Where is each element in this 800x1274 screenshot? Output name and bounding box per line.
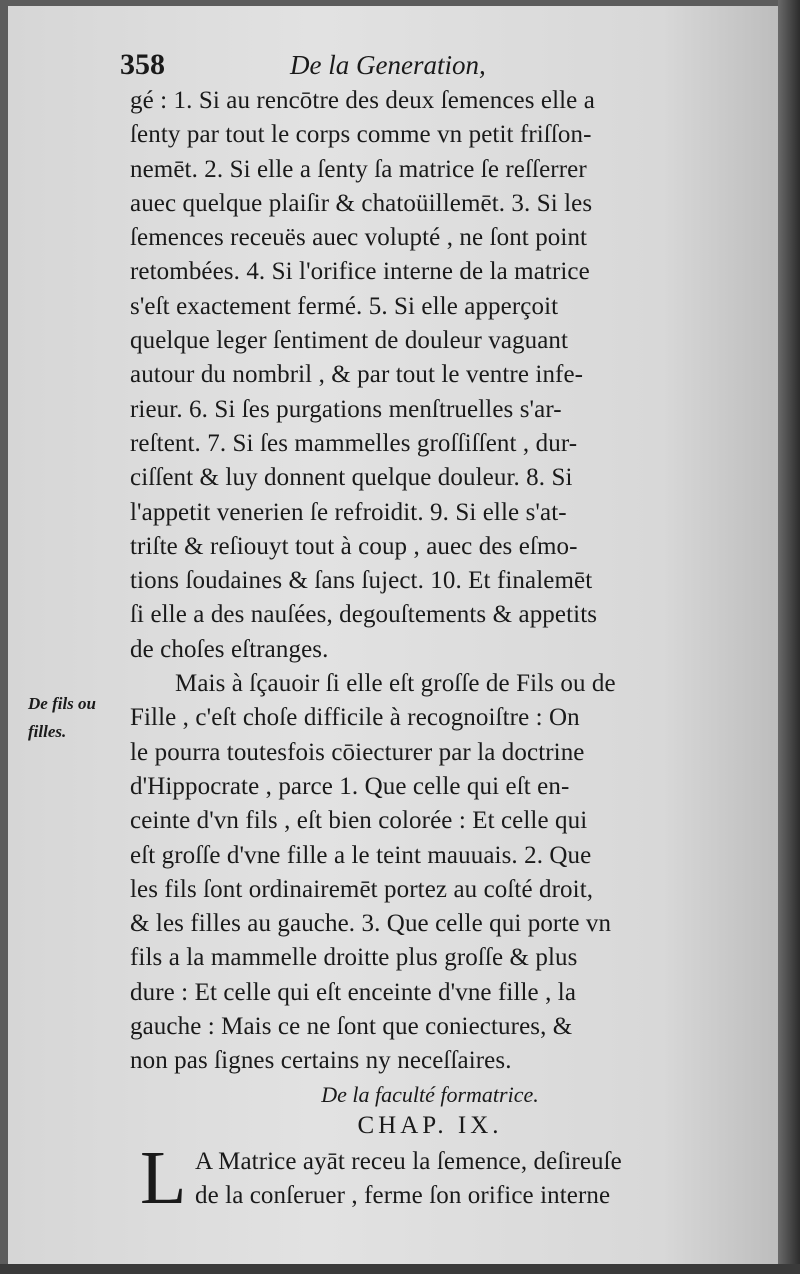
text-line: de choſes eſtranges. (130, 635, 329, 663)
text-line: A Matrice ayāt receu la ſemence, deſireuſe (195, 1148, 622, 1175)
section-subtitle: De la faculté formatrice. (321, 1082, 539, 1107)
text-line: ſemences receuës auec volupté , ne ſont point (130, 224, 588, 252)
page-number: 358 (120, 48, 165, 81)
text-line: autour du nombril , & par tout le ventre infe- (130, 361, 584, 389)
text-line: Fille , c'eſt choſe difficile à recognoiſtre : On (130, 704, 580, 732)
margin-note-line: De fils ou (28, 694, 96, 713)
chapter-heading: CHAP. IX. (357, 1112, 503, 1139)
text-line: d'Hippocrate , parce 1. Que celle qui eſt en- (130, 772, 570, 800)
text-line: tions ſoudaines & ſans ſuject. 10. Et finalemēt (130, 567, 593, 595)
main-text (130, 84, 730, 1079)
text-line: fils a la mammelle droitte plus groſſe & plus (130, 944, 578, 972)
page-edge-shadow (778, 0, 800, 1274)
text-line: s'eſt exactement fermé. 5. Si elle apperçoit (130, 292, 559, 320)
text-line: l'appetit venerien ſe refroidit. 9. Si elle s'at- (130, 498, 567, 526)
paragraph-start-line: Mais à ſçauoir ſi elle eſt groſſe de Fils ou de (175, 670, 616, 698)
text-line: les fils ſont ordinairemēt portez au coſté droit, (130, 875, 594, 903)
text-line: ceinte d'vn fils , eſt bien colorée : Et celle qui (130, 807, 588, 835)
text-line: non pas ſignes certains ny neceſſaires. (130, 1047, 512, 1075)
margin-note-line: filles. (28, 722, 67, 741)
text-line: & les filles au gauche. 3. Que celle qui porte vn (130, 910, 612, 938)
page-header (120, 48, 720, 88)
text-line: triſte & reſiouyt tout à coup , auec des eſmo- (130, 532, 578, 560)
text-line: auec quelque plaiſir & chatoüillemēt. 3. Si les (130, 189, 593, 217)
text-line: retombées. 4. Si l'orifice interne de la matrice (130, 258, 590, 286)
text-line: reſtent. 7. Si ſes mammelles groſſiſſent , dur- (130, 429, 578, 457)
text-line: gauche : Mais ce ne ſont que coniectures, & (130, 1013, 573, 1041)
text-line: dure : Et celle qui eſt enceinte d'vne fille , la (130, 978, 577, 1006)
text-line: gé : 1. Si au rencōtre des deux ſemences elle a (130, 87, 595, 114)
text-line: quelque leger ſentiment de douleur vaguant (130, 327, 569, 355)
chapter-text (195, 1145, 725, 1214)
text-line: de la conſeruer , ferme ſon orifice interne (195, 1182, 611, 1210)
text-line: ſi elle a des nauſées, degouſtements & appetits (130, 601, 598, 629)
text-line: rieur. 6. Si ſes purgations menſtruelles s'ar- (130, 395, 562, 423)
drop-capital: L (140, 1136, 187, 1220)
text-line: le pourra toutesfois cōiecturer par la doctrine (130, 738, 585, 766)
page-bottom-shadow (0, 1264, 800, 1274)
text-line: ſenty par tout le corps comme vn petit friſſon- (130, 121, 592, 149)
text-line: nemēt. 2. Si elle a ſenty ſa matrice ſe reſſerrer (130, 155, 587, 183)
text-line: ciſſent & luy donnent quelque douleur. 8. Si (130, 464, 573, 492)
margin-note (28, 690, 123, 746)
running-title: De la Generation, (290, 50, 486, 80)
text-line: eſt groſſe d'vne fille a le teint mauuais. 2. Que (130, 841, 592, 869)
